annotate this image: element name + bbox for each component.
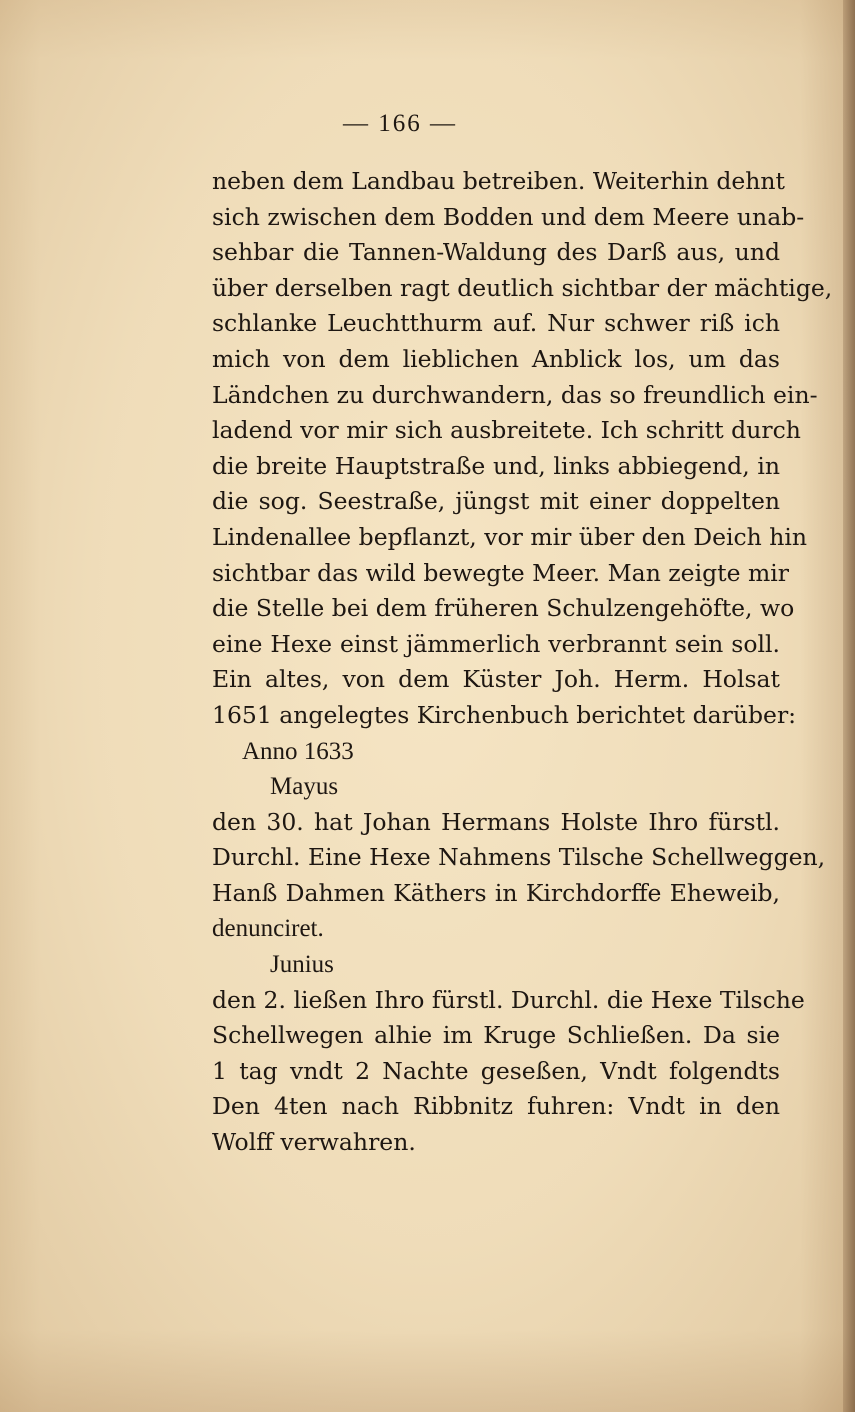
text-line: Schellwegen alhie im Kruge Schließen. Da sie	[212, 1021, 780, 1050]
page-number: — 166 —	[343, 110, 457, 137]
text-line: die sog. Seestraße, jüngst mit einer doppelten	[212, 487, 780, 516]
text-line: eine Hexe einst jämmerlich verbrannt sein soll.	[212, 629, 780, 658]
text-line: Durchl. Eine Hexe Nahmens Tilsche Schellweggen,	[212, 843, 826, 872]
text-line: Wolff verwahren.	[212, 1128, 416, 1157]
text-line: den 30. hat Johan Hermans Holste Ihro fürstl.	[212, 807, 780, 836]
page-edge-shadow	[843, 0, 855, 1412]
text-line: 1 tag vndt 2 Nachte geseßen, Vndt folgendts	[212, 1056, 780, 1085]
text-line: die breite Hauptstraße und, links abbiegend, in	[212, 451, 780, 480]
text-line: die Stelle bei dem früheren Schulzengehöfte, wo	[212, 594, 795, 623]
text-line: Ein altes, von dem Küster Joh. Herm. Holsat	[212, 665, 780, 694]
text-line: mich von dem lieblichen Anblick los, um das	[212, 344, 780, 373]
text-line: den 2. ließen Ihro fürstl. Durchl. die Hexe Tilsche	[212, 985, 805, 1014]
text-line: über derselben ragt deutlich sichtbar der mächtige,	[212, 273, 833, 302]
text-line: Hanß Dahmen Käthers in Kirchdorffe Eheweib,	[212, 878, 780, 907]
text-line: sich zwischen dem Bodden und dem Meere unab-	[212, 202, 805, 231]
text-line: 1651 angelegtes Kirchenbuch berichtet darüber:	[212, 700, 797, 729]
text-line: Den 4ten nach Ribbnitz fuhren: Vndt in den	[212, 1092, 780, 1121]
document-heading-year: Anno 1633	[242, 737, 354, 765]
text-line: Ländchen zu durchwandern, das so freundlich ein-	[212, 380, 818, 409]
text-line: sichtbar das wild bewegte Meer. Man zeigte mir	[212, 558, 790, 587]
text-line: denunciret.	[212, 915, 324, 943]
document-heading-month: Mayus	[270, 773, 339, 801]
body-text	[212, 164, 833, 1161]
text-line: ladend vor mir sich ausbreitete. Ich schritt durch	[212, 416, 801, 445]
text-line: Lindenallee bepflanzt, vor mir über den Deich hin	[212, 522, 808, 551]
text-line: sehbar die Tannen-Waldung des Darß aus, und	[212, 238, 780, 267]
text-line: schlanke Leuchtthurm auf. Nur schwer riß ich	[212, 309, 780, 338]
text-line: neben dem Landbau betreiben. Weiterhin dehnt	[212, 167, 785, 195]
document-heading-month: Junius	[270, 951, 334, 979]
